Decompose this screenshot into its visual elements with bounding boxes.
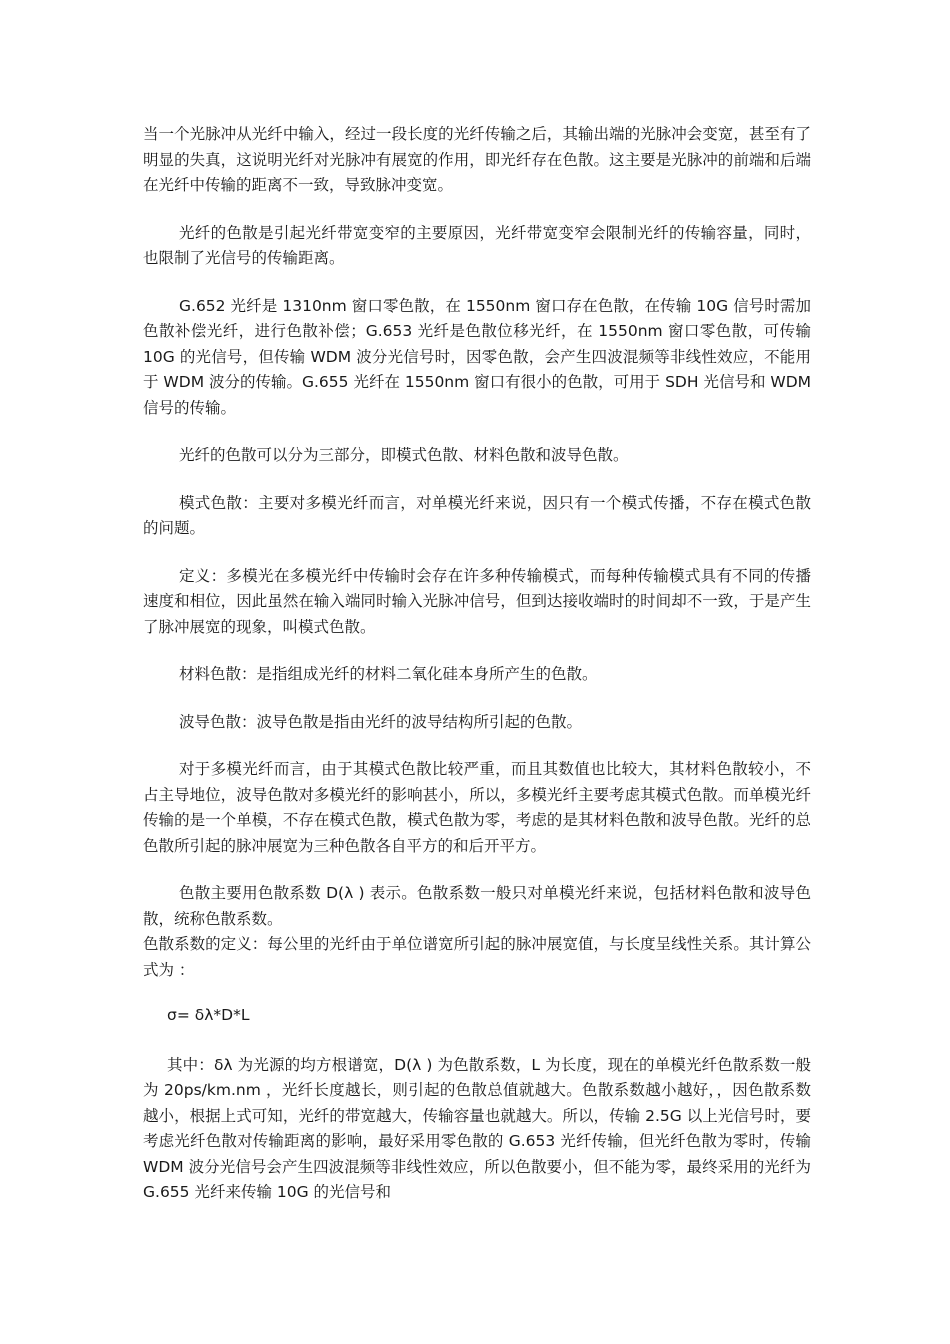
paragraph-modal-definition: 定义：多模光在多模光纤中传输时会存在许多种传输模式，而每种传输模式具有不同的传播速度和相位，因此虽然在输入端同时输入光脉冲信号，但到达接收端时的时间却不一致，于是产生了脉冲展宽的现象，叫模式色散。 <box>143 566 811 636</box>
formula: σ= δλ*D*L <box>167 1006 250 1024</box>
paragraph-bandwidth: 光纤的色散是引起光纤带宽变窄的主要原因，光纤带宽变窄会限制光纤的传输容量，同时，也限制了光信号的传输距离。 <box>143 223 811 267</box>
paragraph-formula-explanation: 其中：δλ 为光源的均方根谱宽，D(λ ) 为色散系数，L 为长度，现在的单模光纤色散系数一般为 20ps/km.nm ，光纤长度越长，则引起的色散总值就越大。色散系数越小越好，，因色散系数越小，根据上式可知，光纤的带宽越大，传输容量也就越大。所以，传输 2.5G 以上光信号时，要考虑光纤色散对传输距离的影响，最好采用零色散的 G.653 光纤传输，但光纤色散为零时，传输 WDM 波分光信号会产生四波混频等非线性效应，所以色散要小，但不能为零，最终采用的光纤为 G.655 光纤来传输 10G 的光信号和 <box>143 1055 811 1201</box>
document-body <box>143 122 811 1206</box>
paragraph-dispersion-categories: 光纤的色散可以分为三部分，即模式色散、材料色散和波导色散。 <box>179 446 629 464</box>
paragraph-multimode-vs-singlemode: 对于多模光纤而言，由于其模式色散比较严重，而且其数值也比较大，其材料色散较小，不占主导地位，波导色散对多模光纤的影响甚小，所以，多模光纤主要考虑其模式色散。而单模光纤传输的是一个单模，不存在模式色散，模式色散为零，考虑的是其材料色散和波导色散。光纤的总色散所引起的脉冲展宽为三种色散各自平方的和后开平方。 <box>143 760 811 855</box>
paragraph-pulse-broadening: 当一个光脉冲从光纤中输入，经过一段长度的光纤传输之后，其输出端的光脉冲会变宽，甚至有了明显的失真，这说明光纤对光脉冲有展宽的作用，即光纤存在色散。这主要是光脉冲的前端和后端在光纤中传输的距离不一致，导致脉冲变宽。 <box>143 125 811 194</box>
paragraph-material-dispersion: 材料色散：是指组成光纤的材料二氧化硅本身所产生的色散。 <box>179 665 598 683</box>
paragraph-modal-dispersion: 模式色散：主要对多模光纤而言，对单模光纤来说，因只有一个模式传播，不存在模式色散的问题。 <box>143 493 811 537</box>
paragraph-waveguide-dispersion: 波导色散：波导色散是指由光纤的波导结构所引起的色散。 <box>179 712 583 731</box>
paragraph-dispersion-coefficient: 色散主要用色散系数 D(λ ) 表示。色散系数一般只对单模光纤来说，包括材料色散和波导色散，统称色散系数。 <box>143 884 811 928</box>
paragraph-coefficient-definition: 色散系数的定义：每公里的光纤由于单位谱宽所引起的脉冲展宽值，与长度呈线性关系。其计算公式为 ： <box>143 935 811 979</box>
paragraph-fiber-types: G.652 光纤是 1310nm 窗口零色散，在 1550nm 窗口存在色散，在传输 10G 信号时需加色散补偿光纤，进行色散补偿；G.653 光纤是色散位移光纤，在 1550nm 窗口零色散，可传输 10G 的光信号，但传输 WDM 波分光信号时，因零色散，会产生四波混频等非线性效应，不能用于 WDM 波分的传输。G.655 光纤在 1550nm 窗口有很小的色散，可用于 SDH 光信号和 WDM 信号的传输。 <box>143 296 812 417</box>
